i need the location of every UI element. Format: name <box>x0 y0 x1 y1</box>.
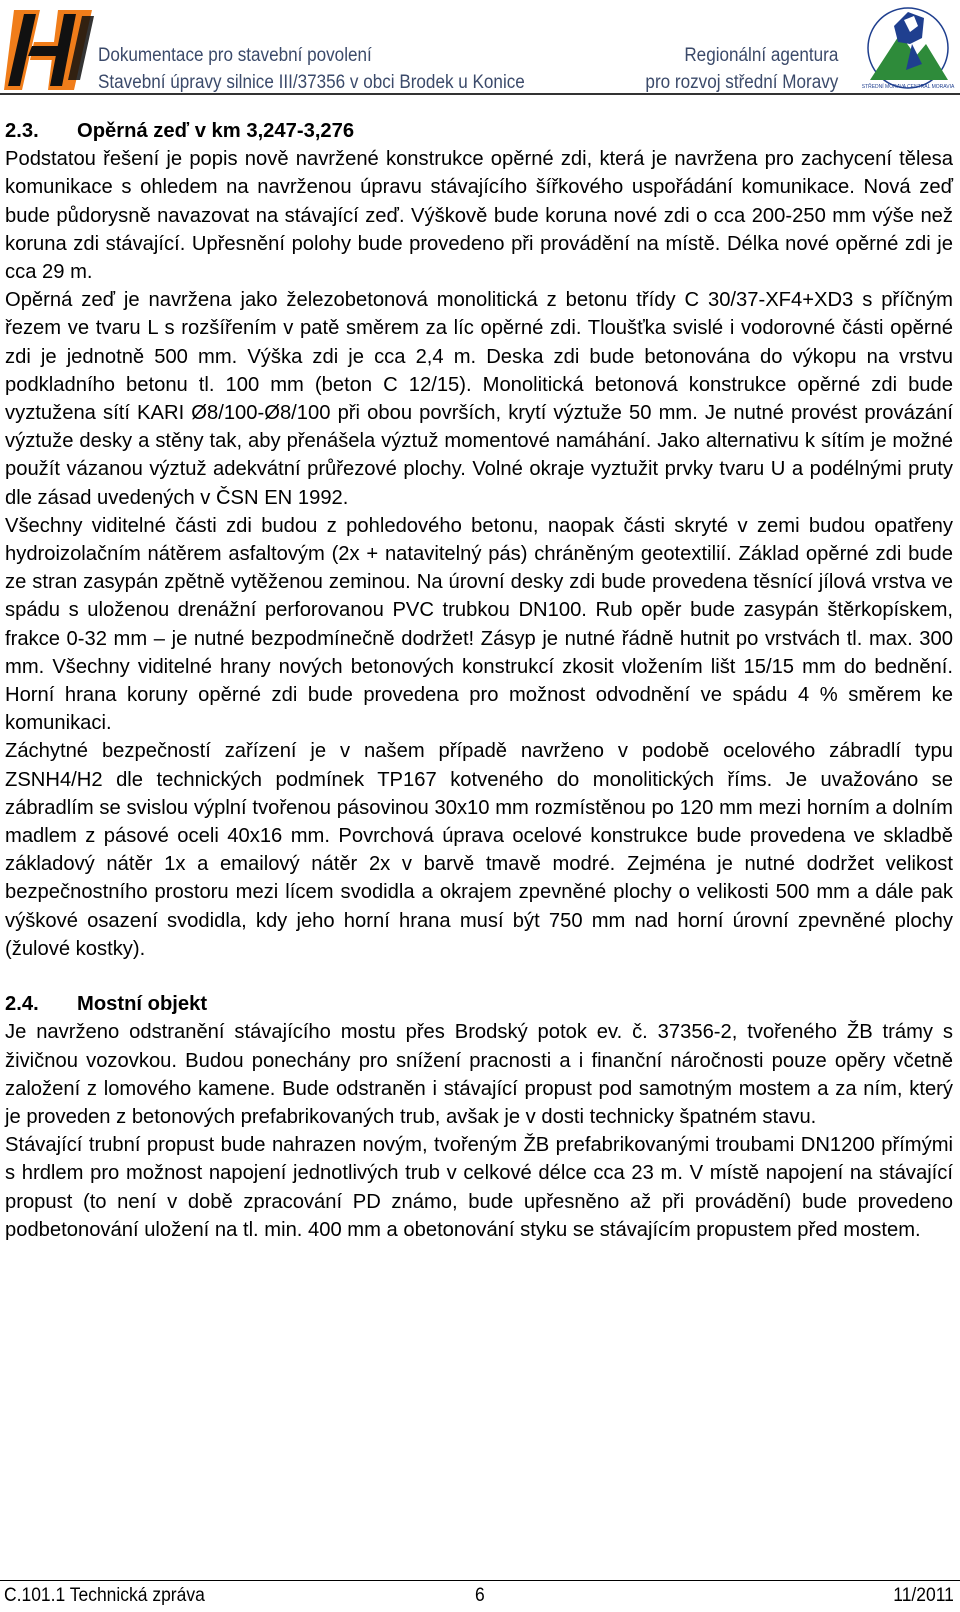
paragraph: Podstatou řešení je popis nově navržené konstrukce opěrné zdi, která je navržena pro zachycení tělesa komunikace s ohledem na navrženou úpravu stávajícího šířkového uspořádání komunikace. Nová zeď bude půdorysně navazovat na stávající zeď. Výškově bude koruna nové zdi o cca 200-250 mm výše než koruna zdi stávající. Upřesnění polohy bude provedeno při provádění na místě. Délka nové opěrné zdi je cca 29 m. <box>5 148 953 284</box>
header-divider <box>0 93 960 95</box>
header-right-text <box>645 42 838 96</box>
page-number: 6 <box>475 1585 485 1606</box>
paragraph: Stávající trubní propust bude nahrazen novým, tvořeným ŽB prefabrikovanými troubami DN1200 přímými s hrdlem pro možnost napojení jednotlivých trub v celkové délce cca 23 m. V místě napojení na stávající propust (to není v době zpracování PD známo, bude upřesněno až při provádění) bude provedeno podbetonování uložení na tl. min. 400 mm a obetonování styku se stávajícím propustem před mostem. <box>5 1134 953 1241</box>
footer-document-name: C.101.1 Technická zpráva <box>4 1585 205 1606</box>
paragraph: Všechny viditelné části zdi budou z pohledového betonu, naopak části skryté v zemi budou opatřeny hydroizolačním nátěrem asfaltovým (2x + natavitelný pás) chráněným geotextilií. Základ opěrné zdi bude ze stran zasypán zpětně vytěženou zeminou. Na úrovní desky zdi bude provedena těsnící jílová vrstva ve spádu s uloženou drenážní perforovanou PVC trubkou DN100. Rub opěr bude zasypán štěrkopískem, frakce 0-32 mm – je nutné bezpodmínečně dodržet! Zásyp je nutné řádně hutnit po vrstvách tl. max. 300 mm. Všechny viditelné hrany nových betonových konstrukcí zkosit vložením lišt 15/15 mm do bednění. Horní hrana koruny opěrné zdi bude provedena pro možnost odvodnění ve spádu 4 % směrem ke komunikaci. <box>5 514 953 735</box>
paragraph: Je navrženo odstranění stávajícího mostu přes Brodský potok ev. č. 37356-2, tvořeného ŽB trámy s živičnou vozovkou. Budou ponechány pro snížení pracnosti a i finanční náročnosti pouze opěry včetně založení z lomového kamene. Bude odstraněn i stávající propust pod samotným mostem a za ním, který je proveden z betonových prefabrikovaných trub, avšak je v dosti technicky špatném stavu. <box>5 1021 953 1128</box>
header-agency-line2: pro rozvoj střední Moravy <box>645 72 838 93</box>
footer-divider <box>0 1580 960 1581</box>
section-number: 2.4. <box>5 993 39 1016</box>
header-agency-line1: Regionální agentura <box>683 45 838 66</box>
section-title: Mostní objekt <box>77 993 208 1016</box>
section-heading-2-4 <box>5 990 953 1018</box>
agency-logo-lettering: STŘEDNÍ MORAVA CENTRAL MORAVIA <box>861 84 955 90</box>
paragraph: Opěrná zeď je navržena jako železobetonová monolitická z betonu třídy C 30/37-XF4+XD3 s příčným řezem ve tvaru L s rozšířením v patě směrem za líc opěrné zdi. Tloušťka svislé i vodorovné části opěrné zdi je jednotně 500 mm. Výška zdi je cca 2,4 m. Deska zdi bude betonována do výkopu na vrstvu podkladního betonu tl. 100 mm (beton C 12/15). Monolitická betonová konstrukce opěrné zdi bude vyztužena sítí KARI Ø8/100-Ø8/100 při obou površích, krytí výztuže 50 mm. Je nutné provést provázání výztuže desky a stěny tak, aby přenášela výztuž momentové namáhání. Jako alternativu k sítím je možné použít vázanou výztuž adekvátní průřezové plochy. Volné okraje vyztužit prvky tvaru U a podélnými pruty dle zásad uvedených v ČSN EN 1992. <box>5 289 953 509</box>
footer-date: 11/2011 <box>893 1585 954 1606</box>
header-document-type: Dokumentace pro stavební povolení <box>98 45 372 66</box>
company-logo <box>4 10 96 92</box>
section-title: Opěrná zeď v km 3,247-3,276 <box>77 120 355 142</box>
section-spacer <box>5 963 953 990</box>
header-project-name: Stavební úpravy silnice III/37356 v obci Brodek u Konice <box>98 72 525 93</box>
document-body <box>5 117 953 1244</box>
agency-logo <box>860 4 956 90</box>
page-header <box>0 0 960 96</box>
section-number: 2.3. <box>5 120 39 142</box>
section-heading-2-3 <box>5 117 953 145</box>
header-left-text <box>98 42 525 96</box>
paragraph: Záchytné bezpečností zařízení je v našem případě navrženo v podobě ocelového zábradlí typu ZSNH4/H2 dle technických podmínek TP167 kotveného do monolitických říms. Je uvažováno se zábradlím se svislou výplní tvořenou pásovinou 30x10 mm rozmístěnou po 120 mm mezi horním a dolním madlem z pásové oceli 40x16 mm. Povrchová úprava ocelové konstrukce bude provedena ve skladbě základový nátěr 1x a emailový nátěr 2x v barvě tmavě modré. Zejména je nutné dodržet velikost bezpečnostního prostoru mezi lícem svodidla a okrajem zpevněné plochy o velikosti 500 mm a dále pak výškové osazení svodidla, kdy jeho horní hrana musí být 750 mm nad horní úrovní zpevněné plochy (žulové kostky). <box>5 740 953 960</box>
